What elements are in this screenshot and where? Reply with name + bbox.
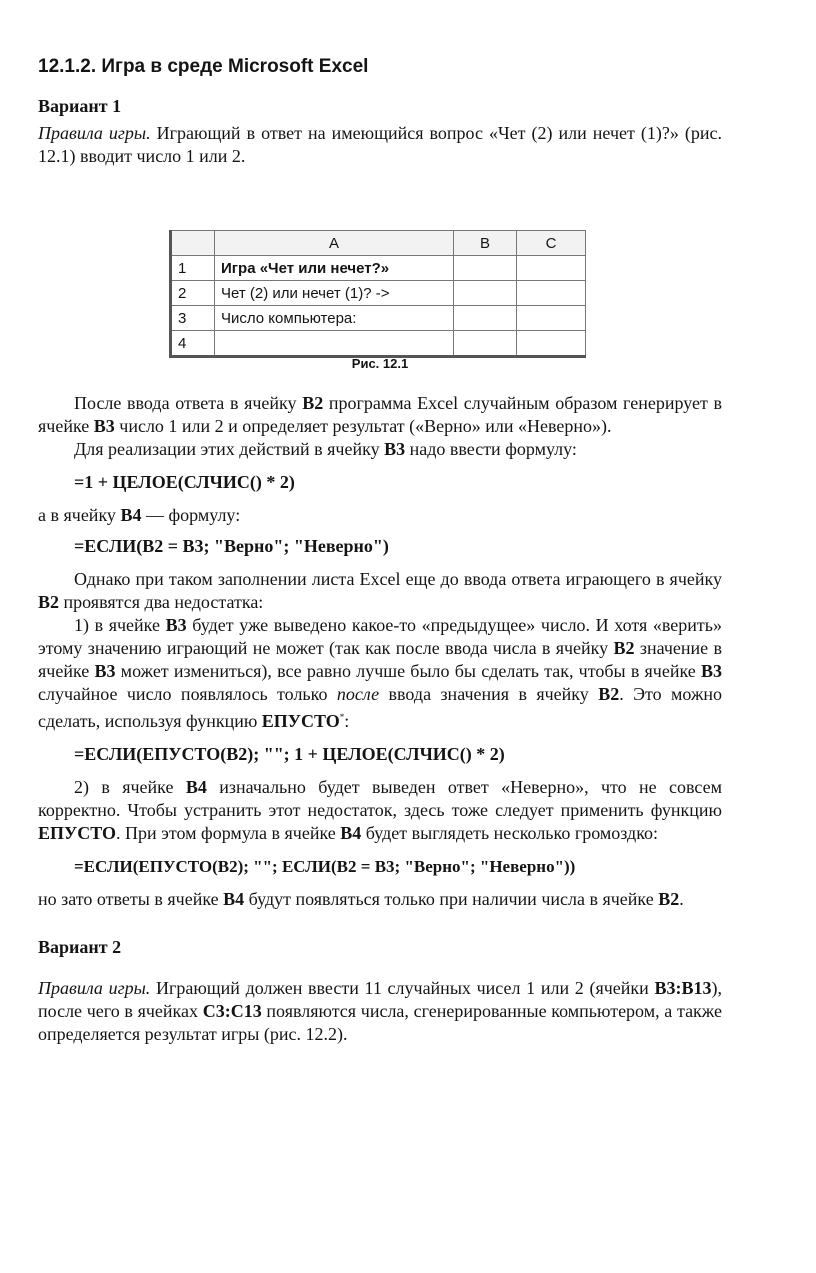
column-header-a: A: [215, 231, 454, 256]
corner-cell: [171, 231, 215, 256]
row-number: 4: [171, 331, 215, 357]
cell-c4: [517, 331, 586, 357]
column-header-b: B: [454, 231, 517, 256]
section-title: 12.1.2. Игра в среде Microsoft Excel: [38, 56, 369, 77]
cell-a4: [215, 331, 454, 357]
formula-2: =ЕСЛИ(B2 = B3; "Верно"; "Неверно"): [74, 536, 389, 556]
sheet-row-4: [171, 331, 586, 357]
cell-c1: [517, 256, 586, 281]
column-header-c: C: [517, 231, 586, 256]
variant-2-rules: Правила игры. Играющий должен ввести 11 случайных чисел 1 или 2 (ячейки B3:B13), после чего в ячейках C3:C13 появляются числа, сгенерированные компьютером, а также определяется результат игры (рис. 12.2).: [38, 978, 722, 1044]
sheet-row-1: [171, 256, 586, 281]
paragraph-4: Однако при таком заполнении листа Excel еще до ввода ответа играющего в ячейку B2 проявятся два недостатка:: [38, 569, 722, 612]
cell-a2: Чет (2) или нечет (1)? ->: [215, 281, 454, 306]
paragraph-6: 2) в ячейке B4 изначально будет выведен ответ «Неверно», что не совсем корректно. Чтобы устранить этот недостаток, здесь тоже следует применить функцию ЕПУСТО. При этом формула в ячейке B4 будет выглядеть несколько громоздко:: [38, 777, 722, 843]
row-number: 2: [171, 281, 215, 306]
variant-1-heading: Вариант 1: [38, 96, 122, 116]
paragraph-2: Для реализации этих действий в ячейку B3 надо ввести формулу:: [74, 439, 577, 459]
formula-1: =1 + ЦЕЛОЕ(СЛЧИС() * 2): [74, 472, 295, 492]
sheet-row-2: [171, 281, 586, 306]
column-header-row: [171, 231, 586, 256]
cell-b4: [454, 331, 517, 357]
row-number: 1: [171, 256, 215, 281]
page: [38, 56, 722, 1046]
figure-caption: Рис. 12.1: [351, 356, 409, 371]
paragraph-7: но зато ответы в ячейке B4 будут появляться только при наличии числа в ячейке B2.: [38, 889, 684, 909]
rules-label: Правила игры.: [38, 978, 151, 998]
variant-1-rules: Правила игры. Играющий в ответ на имеющийся вопрос «Чет (2) или нечет (1)?» (рис. 12.1) вводит число 1 или 2.: [38, 123, 722, 166]
footnote-marker: *: [339, 712, 345, 722]
formula-4: =ЕСЛИ(ЕПУСТО(B2); ""; ЕСЛИ(B2 = B3; "Верно"; "Неверно")): [74, 857, 576, 876]
cell-b3: [454, 306, 517, 331]
cell-b2: [454, 281, 517, 306]
paragraph-3: а в ячейку B4 — формулу:: [38, 505, 241, 525]
cell-a3: Число компьютера:: [215, 306, 454, 331]
cell-c3: [517, 306, 586, 331]
cell-a1: Игра «Чет или нечет?»: [215, 256, 454, 281]
excel-sheet-table: [169, 230, 586, 358]
sheet-row-3: [171, 306, 586, 331]
paragraph-5: 1) в ячейке B3 будет уже выведено какое-то «предыдущее» число. И хотя «верить» этому значению играющий не может (так как после ввода числа в ячейку B2 значение в ячейке B3 может измениться), все равно лучше было бы сделать так, чтобы в ячейке B3 случайное число появлялось только после ввода значения в ячейку B2. Это можно сделать, используя функцию ЕПУСТО*:: [38, 615, 723, 731]
cell-c2: [517, 281, 586, 306]
variant-2-heading: Вариант 2: [38, 937, 122, 957]
figure-12-1: [38, 168, 722, 392]
formula-3: =ЕСЛИ(ЕПУСТО(B2); ""; 1 + ЦЕЛОЕ(СЛЧИС() * 2): [74, 744, 505, 764]
rules-label: Правила игры.: [38, 123, 151, 143]
cell-b1: [454, 256, 517, 281]
row-number: 3: [171, 306, 215, 331]
paragraph-1: После ввода ответа в ячейку B2 программа Excel случайным образом генерирует в ячейке B3 число 1 или 2 и определяет результат («Верно» или «Неверно»).: [38, 393, 722, 436]
